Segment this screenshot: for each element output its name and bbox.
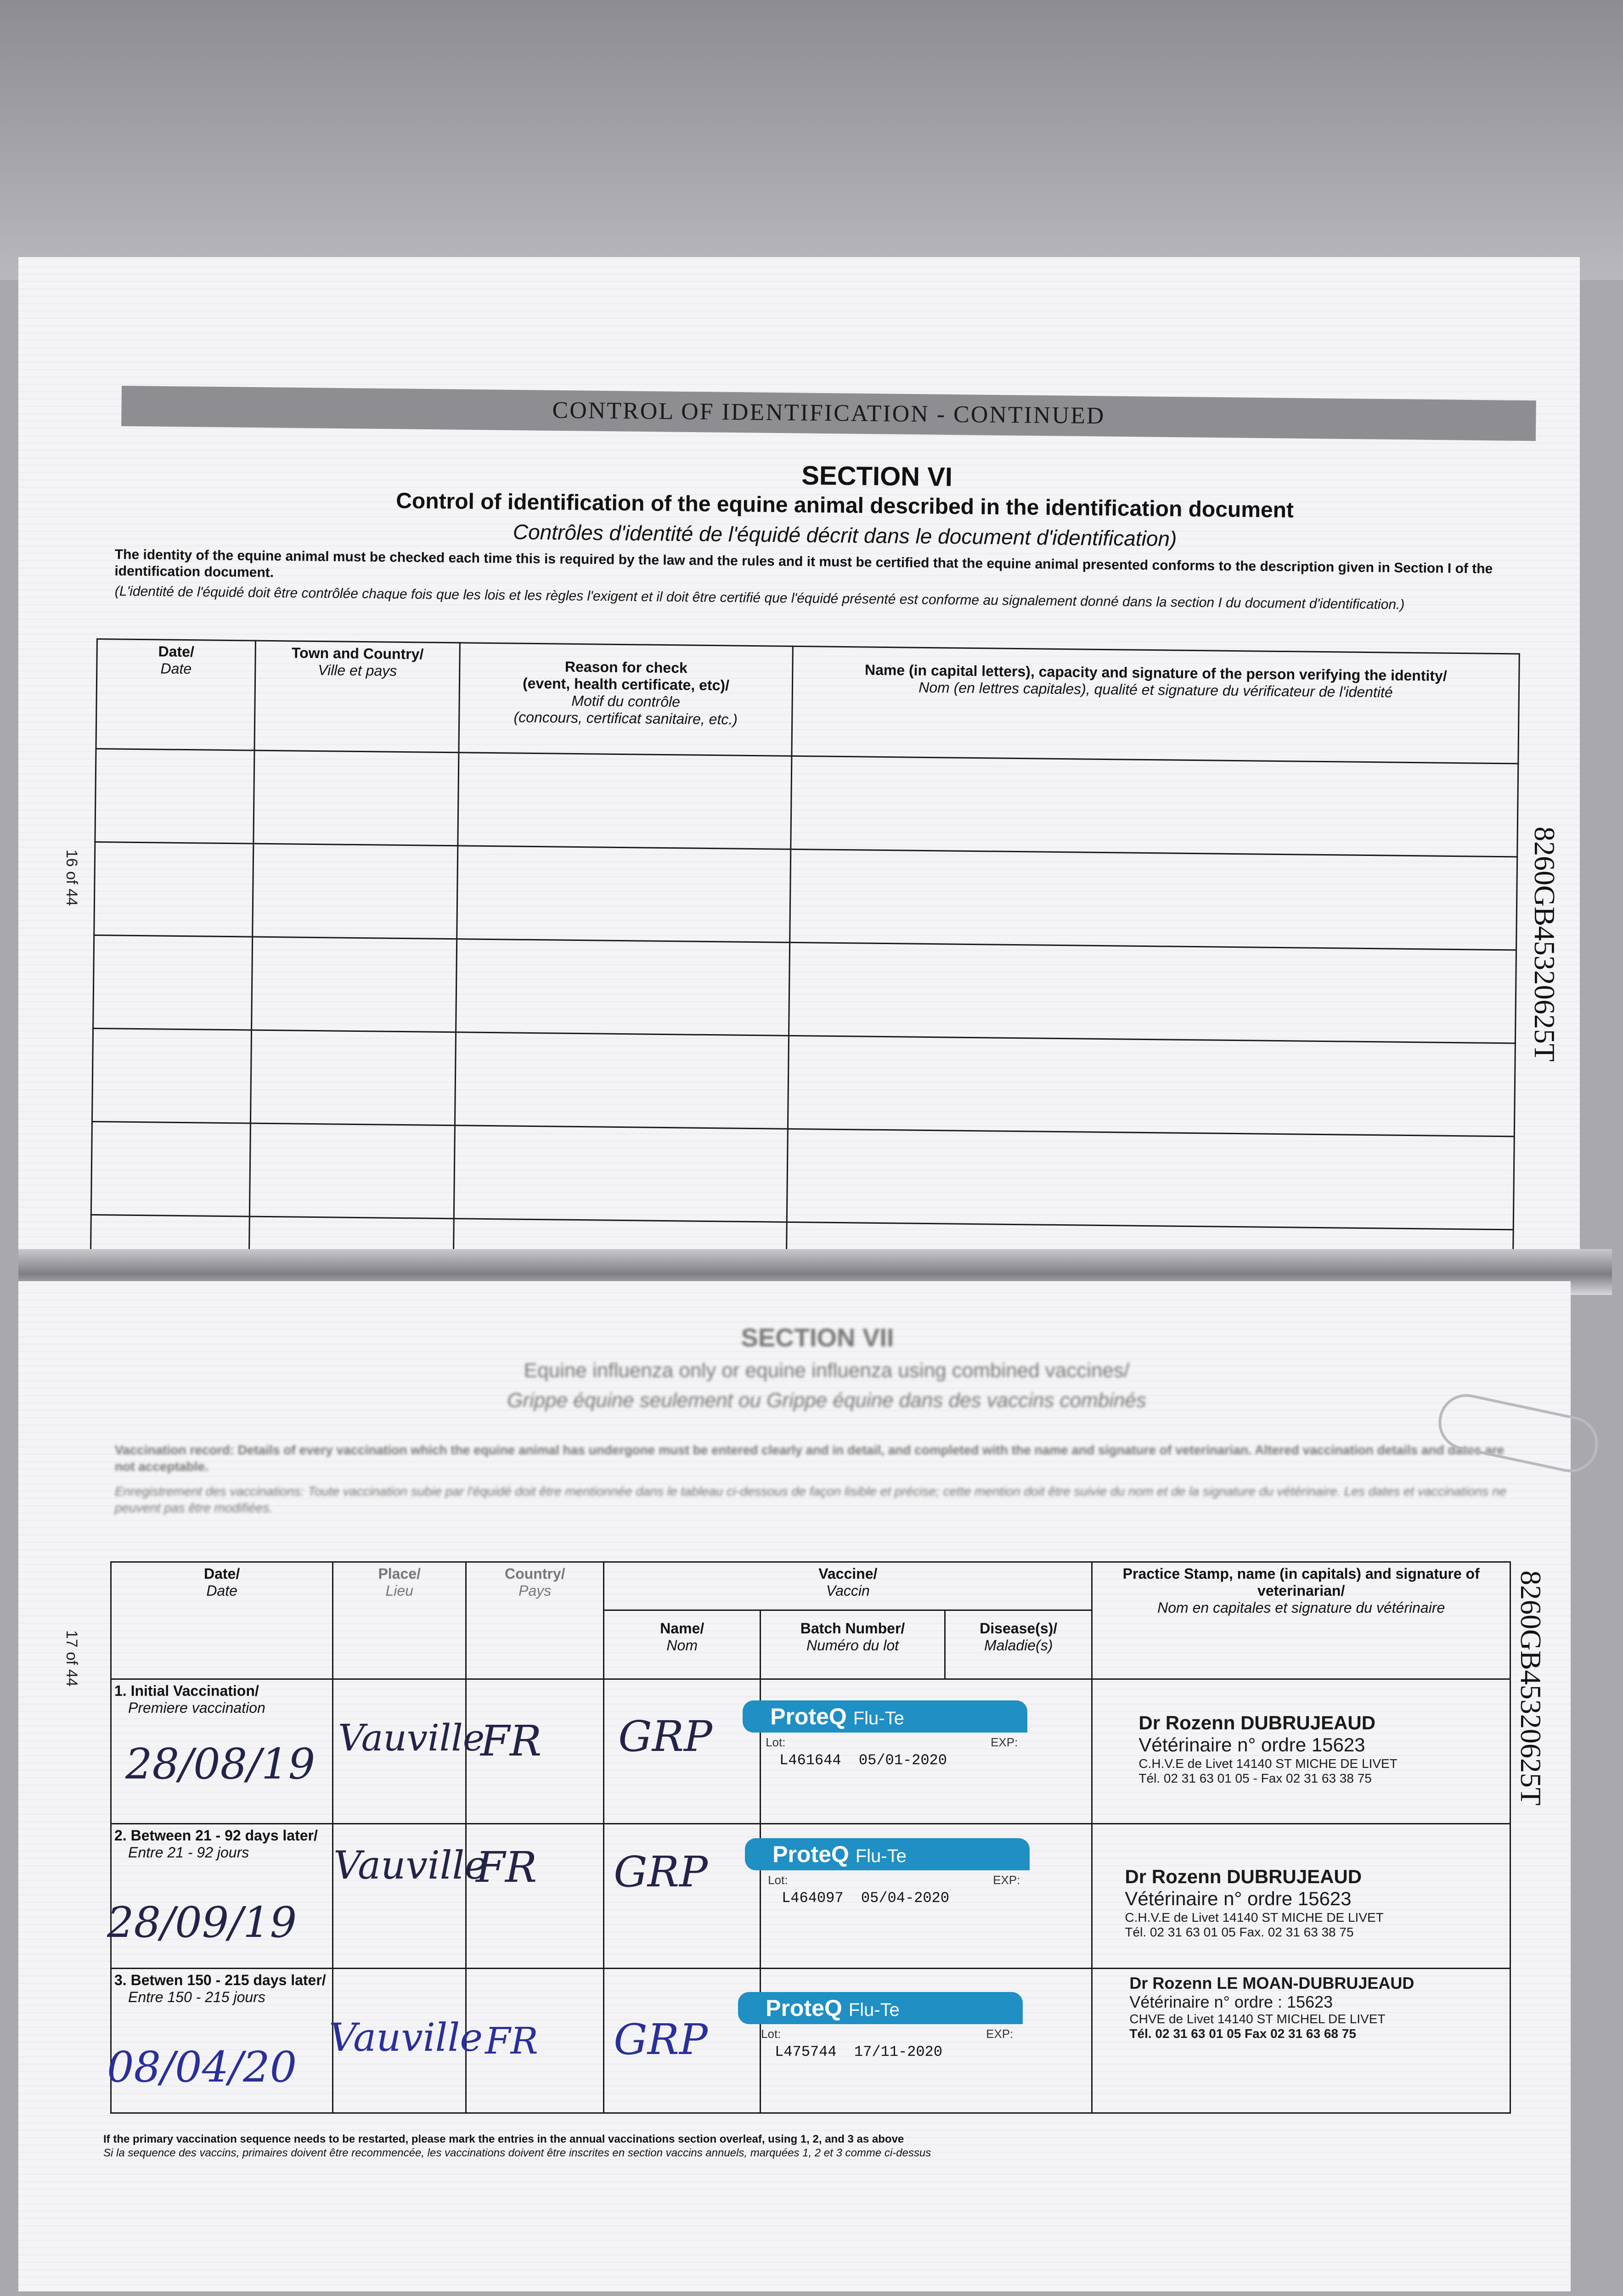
row3-stamp-line4: Tél. 02 31 63 01 05 Fax 02 31 63 68 75 [1129, 2026, 1356, 2041]
row3-name-cell [604, 1969, 761, 2113]
row2-lot: L464097 [782, 1890, 844, 1907]
row3-country-cell [466, 1969, 604, 2113]
col-verifier [792, 646, 1519, 764]
row2-place-cell [333, 1824, 488, 1969]
col-reason-en1: Reason for check [564, 658, 688, 676]
col-batch-en: Batch Number/ [800, 1620, 905, 1637]
table-row [95, 749, 1518, 857]
row3-date-cell [107, 1969, 333, 2113]
row1-stamp-cell [1092, 1679, 1510, 1824]
row3-lot: L475744 [775, 2043, 837, 2060]
row3-label-en: 3. Betwen 150 - 215 days later/ [114, 1972, 326, 1988]
col-vacc-name-fr: Nom [666, 1637, 698, 1654]
vaccination-table [107, 1561, 1511, 2114]
page-number-16: 16 of 44 [63, 850, 80, 906]
row2-exp: 05/04-2020 [861, 1890, 949, 1907]
row2-vaccine-label [745, 1838, 1030, 1907]
col-verifier-fr: Nom (en lettres capitales), qualité et signature du vérificateur de l'identité [919, 679, 1393, 701]
row3-stamp-name: Dr Rozenn LE MOAN-DUBRUJEAUD [1129, 1974, 1414, 1992]
row1-date-cell [111, 1679, 333, 1824]
row1-stamp-line4: Tél. 02 31 63 01 05 - Fax 02 31 63 38 75 [1138, 1771, 1372, 1785]
row2-stamp-name: Dr Rozenn DUBRUJEAUD [1125, 1866, 1362, 1887]
exp-label: EXP: [993, 1873, 1020, 1887]
col-vacc-name-en: Name/ [660, 1620, 704, 1637]
doc-title-en: Control of identification of the equine animal described in the identification document [396, 489, 1294, 523]
vaccine-product: Flu-Te [853, 1708, 904, 1728]
row1-label-en: 1. Initial Vaccination/ [114, 1683, 259, 1699]
exp-label: EXP: [986, 2027, 1014, 2041]
vaccination-row-3 [111, 1969, 1510, 2113]
vaccine-label-bar [738, 1992, 1023, 2024]
identity-check-table [90, 638, 1520, 1323]
col-vacc-date-en: Date/ [203, 1565, 240, 1582]
row1-place: Vauville [338, 1716, 485, 1759]
col-stamp [1092, 1562, 1510, 1679]
row3-lot-exp [775, 2043, 942, 2060]
section-vii-title: SECTION VII [741, 1323, 894, 1352]
row3-label-fr: Entre 150 - 215 jours [128, 1989, 265, 2005]
heading-en: Equine influenza only or equine influenza using combined vaccines/ [524, 1359, 1130, 1382]
row3-vaccine-label [738, 1992, 1023, 2061]
row3-place: Vauville [329, 2015, 483, 2060]
footer-en: If the primary vaccination sequence needs to be restarted, please mark the entries in the annual vaccinations section overleaf, using 1, 2, and 3 as above [103, 2133, 904, 2145]
background-top [0, 0, 1623, 280]
lot-label: Lot: [761, 2027, 781, 2041]
col-reason [459, 643, 793, 756]
col-vacc-name [604, 1610, 761, 1679]
col-date-fr: Date [160, 660, 192, 677]
row2-stamp-line4: Tél. 02 31 63 01 05 Fax. 02 31 63 38 75 [1125, 1925, 1354, 1939]
row3-stamp [1129, 1974, 1414, 2041]
col-place-fr: Lieu [385, 1582, 413, 1599]
intro-fr: (L'identité de l'équidé doit être contrôlée chaque fois que les lois et les règles l'exigent et il doit être certifié que l'équidé présenté est conforme au signalement donné dans la section I du document d'identification.) [114, 584, 1405, 613]
row3-exp: 17/11-2020 [854, 2043, 942, 2060]
row3-stamp-line2: Vétérinaire n° ordre : 15623 [1129, 1992, 1333, 2012]
vaccine-brand: ProteQ [766, 1995, 842, 2021]
row2-date-cell [107, 1824, 333, 1969]
row1-batch-cell [761, 1679, 1092, 1824]
col-vaccine-en: Vaccine/ [818, 1565, 878, 1582]
row3-batch-cell [761, 1969, 1092, 2113]
side-code-bottom: 8260GB45320625T [1515, 1570, 1547, 1806]
row2-stamp-line2: Vétérinaire n° ordre 15623 [1125, 1888, 1352, 1910]
col-reason-fr2: (concours, certificat sanitaire, etc.) [513, 709, 738, 728]
row1-stamp-line3: C.H.V.E de Livet 14140 ST MICHE DE LIVET [1138, 1756, 1398, 1771]
row1-name-cell [604, 1679, 761, 1824]
table-row [91, 1121, 1514, 1229]
col-town [254, 641, 460, 753]
col-stamp-fr: Nom en capitales et signature du vétérinaire [1157, 1599, 1445, 1616]
row1-exp: 05/01-2020 [858, 1752, 947, 1769]
vaccine-brand: ProteQ [772, 1841, 849, 1867]
col-disease-fr: Maladie(s) [984, 1637, 1053, 1654]
row1-stamp-name: Dr Rozenn DUBRUJEAUD [1138, 1712, 1376, 1733]
row2-stamp [1125, 1866, 1383, 1940]
row3-name: GRP [614, 2015, 708, 2064]
col-vaccine [604, 1562, 1092, 1610]
row1-lot-exp [779, 1752, 947, 1769]
row3-stamp-line3: CHVE de Livet 14140 ST MICHEL DE LIVET [1129, 2011, 1386, 2026]
row2-batch-cell [761, 1824, 1092, 1969]
vaccine-product: Flu-Te [855, 1846, 907, 1866]
row2-name-cell [604, 1824, 761, 1969]
exp-label: EXP: [991, 1735, 1018, 1749]
col-reason-fr1: Motif du contrôle [571, 692, 681, 710]
row2-stamp-cell [1092, 1824, 1510, 1969]
row3-country: FR [485, 2020, 538, 2062]
section-title: SECTION VI [801, 460, 953, 492]
row1-stamp-line2: Vétérinaire n° ordre 15623 [1138, 1734, 1365, 1756]
row2-place: Vauville [333, 1843, 488, 1888]
row1-country: FR [480, 1716, 542, 1766]
col-place-en: Place/ [378, 1565, 421, 1582]
heading-fr: Grippe équine seulement ou Grippe équine dans des vaccins combinés [507, 1389, 1146, 1412]
lot-label: Lot: [768, 1873, 788, 1887]
row2-country-cell [466, 1824, 604, 1969]
record-en: Vaccination record: Details of every vaccination which the equine animal has undergone must be entered clearly and in detail, and completed with the name and signature of veterinarian. Altered vaccination details and dates are not acceptable. [115, 1443, 1505, 1474]
col-country-en: Country/ [504, 1565, 565, 1582]
col-stamp-en: Practice Stamp, name (in capitals) and signature of veterinarian/ [1122, 1565, 1480, 1599]
row2-name: GRP [614, 1847, 708, 1896]
row3-date: 08/04/20 [107, 2043, 297, 2092]
row2-lot-exp [782, 1890, 949, 1907]
row2-date: 28/09/19 [107, 1898, 297, 1947]
side-code-top: 8260GB45320625T [1528, 827, 1561, 1062]
record-fr: Enregistrement des vaccinations: Toute vaccination subie par l'équidé doit être mentionnée dans le tableau ci-dessous de façon lisible et précise; cette mention doit être suivie du nom et de la signature du vétérinaire. Les dates et vaccinations ne peuvent pas être modifiées. [115, 1484, 1507, 1515]
intro-en: The identity of the equine animal must be checked each time this is required by the law and the rules and it must be certified that the equine animal presented conforms to the description given in Section I of the identification document. [114, 547, 1493, 580]
footer-fr: Si la sequence des vaccins, primaires doivent être recommencée, les vaccinations doivent être inscrites en section vaccins annuels, marquées 1, 2 et 3 comme ci-dessus [103, 2147, 931, 2159]
col-reason-en2: (event, health certificate, etc)/ [522, 675, 730, 694]
row3-place-cell [329, 1969, 483, 2113]
row2-country: FR [476, 1843, 537, 1892]
col-verifier-en: Name (in capital letters), capacity and signature of the person verifying the identity/ [864, 661, 1447, 684]
col-town-fr: Ville et pays [318, 662, 397, 679]
col-vacc-date [111, 1562, 333, 1679]
row1-stamp [1138, 1712, 1397, 1786]
row3-stamp-cell [1092, 1969, 1510, 2113]
col-date [96, 639, 255, 751]
doc-title-fr: Contrôles d'identité de l'équidé décrit dans le document d'identification) [513, 520, 1177, 551]
row1-place-cell [333, 1679, 485, 1824]
row1-lot: L461644 [779, 1752, 841, 1769]
col-batch-fr: Numéro du lot [806, 1637, 899, 1654]
row1-name: GRP [618, 1712, 712, 1761]
vaccination-row-1 [111, 1679, 1510, 1824]
row1-country-cell [466, 1679, 604, 1824]
vaccination-row-2 [111, 1824, 1510, 1969]
page-number-17: 17 of 44 [63, 1630, 80, 1687]
section-banner: CONTROL OF IDENTIFICATION - CONTINUED [121, 386, 1536, 441]
col-place [333, 1562, 466, 1679]
col-vaccine-fr: Vaccin [826, 1582, 870, 1599]
row1-vaccine-label [743, 1700, 1027, 1769]
table-row [94, 842, 1517, 950]
col-disease-en: Disease(s)/ [980, 1620, 1058, 1637]
vaccine-product: Flu-Te [848, 2000, 900, 2020]
table-row [92, 1028, 1515, 1136]
row2-stamp-line3: C.H.V.E de Livet 14140 ST MICHE DE LIVET [1125, 1910, 1384, 1925]
lot-label: Lot: [766, 1735, 786, 1749]
row1-date: 28/08/19 [125, 1739, 316, 1789]
row2-label-fr: Entre 21 - 92 jours [128, 1844, 249, 1861]
row2-label-en: 2. Between 21 - 92 days later/ [114, 1827, 318, 1844]
col-town-en: Town and Country/ [291, 644, 424, 663]
table-row [93, 935, 1516, 1043]
col-batch [761, 1610, 945, 1679]
col-date-en: Date/ [158, 643, 195, 660]
vaccine-label-bar [743, 1700, 1027, 1733]
col-country [466, 1562, 604, 1679]
col-country-fr: Pays [518, 1582, 552, 1599]
col-vacc-date-fr: Date [206, 1582, 237, 1599]
row1-label-fr: Premiere vaccination [128, 1699, 265, 1716]
vaccine-brand: ProteQ [770, 1704, 847, 1729]
vaccine-label-bar [745, 1838, 1030, 1870]
col-disease [945, 1610, 1092, 1679]
